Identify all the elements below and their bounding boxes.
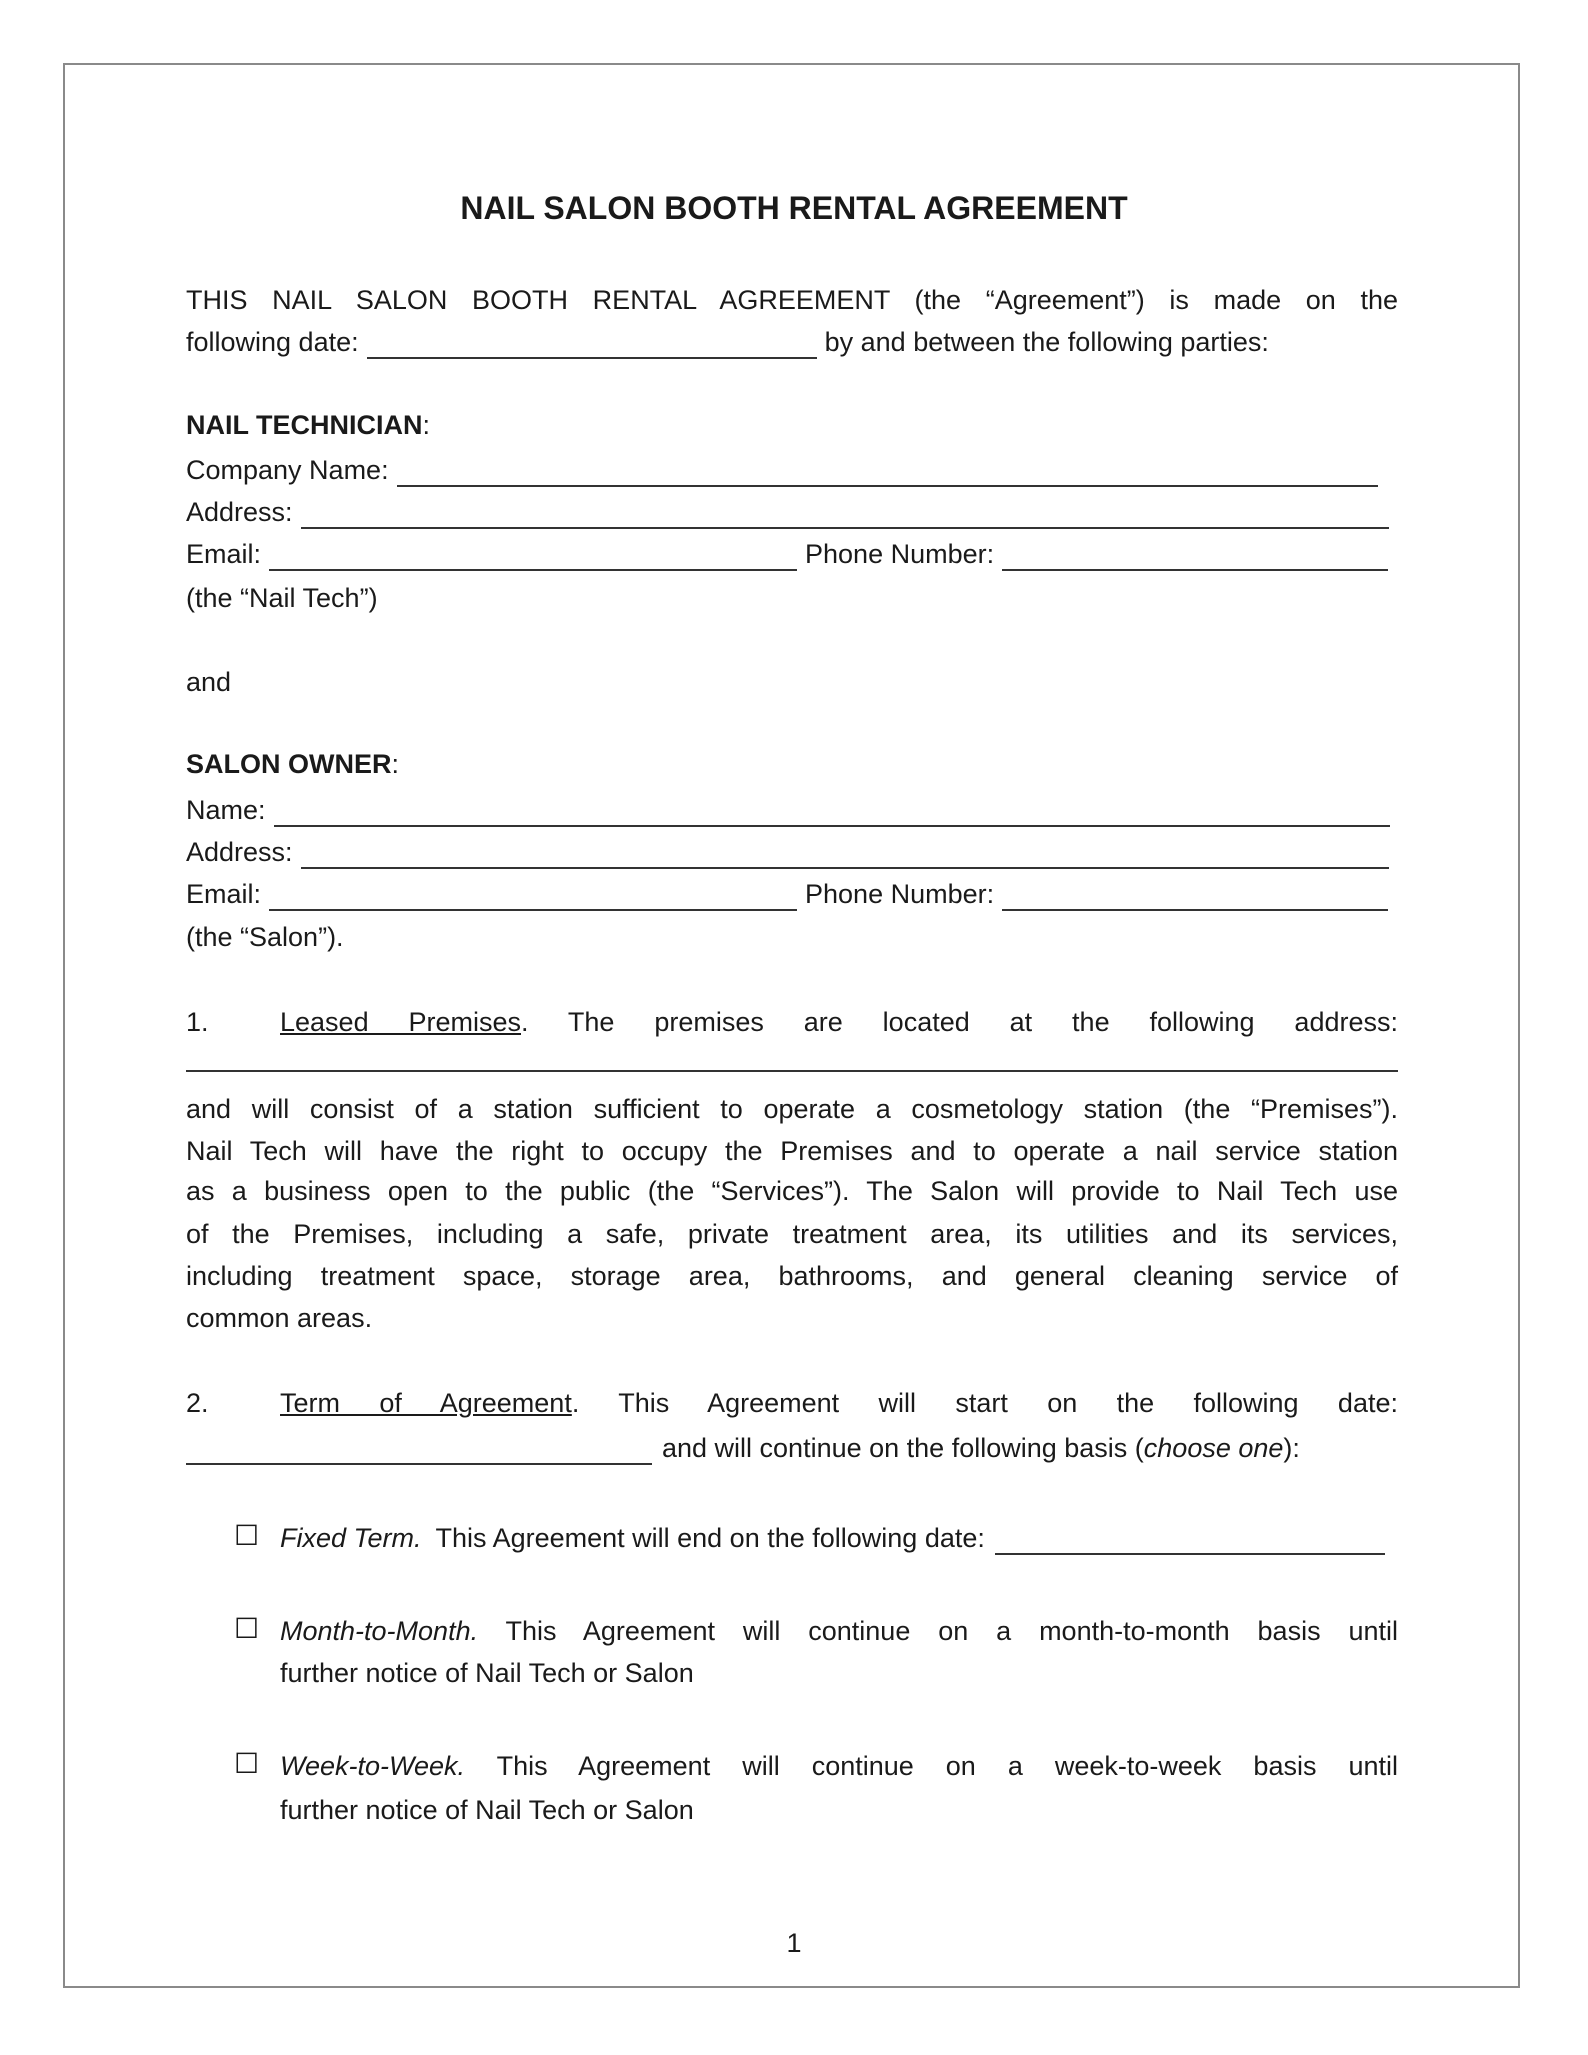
option-text: This Agreement will continue on a month-to-month basis until	[505, 1616, 1398, 1646]
section-1-body-line: Nail Tech will have the right to occupy the Premises and to operate a nail service station	[186, 1136, 1398, 1166]
salon-owner-heading	[186, 747, 1398, 781]
name-label: Name:	[186, 795, 266, 825]
section-1-body-line: as a business open to the public (the “Services”). The Salon will provide to Nail Tech use	[186, 1176, 1398, 1206]
option-week-to-week	[280, 1749, 1398, 1783]
address-label: Address:	[186, 837, 293, 867]
colon: :	[422, 410, 431, 440]
salon-owner-heading-text: SALON OWNER	[186, 749, 392, 779]
section-1-line-1	[280, 1005, 1398, 1039]
email-label: Email:	[186, 879, 262, 909]
section-1-intro: . The premises are located at the following address:	[521, 1007, 1398, 1037]
end-date-field[interactable]	[995, 1529, 1385, 1555]
option-text: This Agreement will end on the following date:	[435, 1523, 985, 1553]
basis-end: ):	[1283, 1433, 1300, 1463]
address-label: Address:	[186, 497, 293, 527]
nail-tech-definition: (the “Nail Tech”)	[186, 583, 378, 613]
salon-owner-name-field[interactable]	[274, 801, 1390, 827]
section-2-line-1	[280, 1386, 1398, 1420]
option-text: This Agreement will continue on a week-to-week basis until	[496, 1751, 1398, 1781]
premises-address-row	[186, 1046, 1398, 1080]
option-name: Month-to-Month.	[280, 1616, 479, 1646]
option-week-line-2: further notice of Nail Tech or Salon	[280, 1795, 694, 1825]
option-name: Fixed Term.	[280, 1523, 422, 1553]
section-2-intro: . This Agreement will start on the following date:	[571, 1388, 1398, 1418]
salon-name-row	[186, 793, 1390, 827]
and-text: and	[186, 667, 232, 697]
premises-address-field[interactable]	[186, 1046, 1398, 1072]
nail-tech-email-field[interactable]	[269, 545, 797, 571]
intro-line-1: THIS NAIL SALON BOOTH RENTAL AGREEMENT (the “Agreement”) is made on the	[186, 285, 1398, 315]
intro-parties-text: by and between the following parties:	[824, 327, 1269, 357]
nail-tech-heading	[186, 408, 1398, 442]
start-date-field[interactable]	[186, 1439, 652, 1465]
section-1-heading: Leased Premises	[280, 1007, 521, 1037]
option-fixed-term	[280, 1521, 1385, 1555]
document-title: NAIL SALON BOOTH RENTAL AGREEMENT	[460, 190, 1128, 226]
company-name-label: Company Name:	[186, 455, 389, 485]
section-1-body-line: and will consist of a station sufficient to operate a cosmetology station (the “Premises”).	[186, 1094, 1398, 1124]
week-to-week-checkbox[interactable]: ☐	[234, 1748, 260, 1779]
company-name-field[interactable]	[397, 461, 1378, 487]
salon-email-field[interactable]	[269, 885, 797, 911]
phone-label: Phone Number:	[805, 879, 995, 909]
fixed-term-checkbox[interactable]: ☐	[234, 1520, 260, 1551]
salon-definition: (the “Salon”).	[186, 922, 344, 952]
salon-address-field[interactable]	[301, 843, 1389, 869]
nail-tech-phone-field[interactable]	[1002, 545, 1388, 571]
nail-tech-heading-text: NAIL TECHNICIAN	[186, 410, 423, 440]
colon: :	[391, 749, 400, 779]
phone-label: Phone Number:	[805, 539, 995, 569]
section-2-line-2	[186, 1431, 1398, 1465]
month-to-month-checkbox[interactable]: ☐	[234, 1613, 260, 1644]
intro-line-2	[186, 325, 1398, 359]
nail-tech-email-row	[186, 537, 1388, 571]
choose-one-text: choose one	[1143, 1433, 1284, 1463]
nail-tech-company-row	[186, 453, 1378, 487]
salon-phone-field[interactable]	[1002, 885, 1388, 911]
email-label: Email:	[186, 539, 262, 569]
intro-date-label: following date:	[186, 327, 359, 357]
agreement-date-field[interactable]	[367, 333, 817, 359]
section-1-body-line: common areas.	[186, 1303, 373, 1333]
salon-email-row	[186, 877, 1388, 911]
section-1-number: 1.	[186, 1007, 209, 1037]
section-2-number: 2.	[186, 1388, 209, 1418]
section-1-body-line: including treatment space, storage area, bathrooms, and general cleaning service of	[186, 1261, 1398, 1291]
basis-text: and will continue on the following basis (	[662, 1433, 1144, 1463]
option-month-line-2: further notice of Nail Tech or Salon	[280, 1658, 694, 1688]
option-month-to-month	[280, 1614, 1398, 1648]
nail-tech-address-field[interactable]	[301, 503, 1389, 529]
option-name: Week-to-Week.	[280, 1751, 466, 1781]
salon-address-row	[186, 835, 1389, 869]
nail-tech-address-row	[186, 495, 1389, 529]
section-2-heading: Term of Agreement	[280, 1388, 572, 1418]
section-1-body-line: of the Premises, including a safe, private treatment area, its utilities and its services,	[186, 1219, 1398, 1249]
page-number: 1	[786, 1928, 802, 1958]
